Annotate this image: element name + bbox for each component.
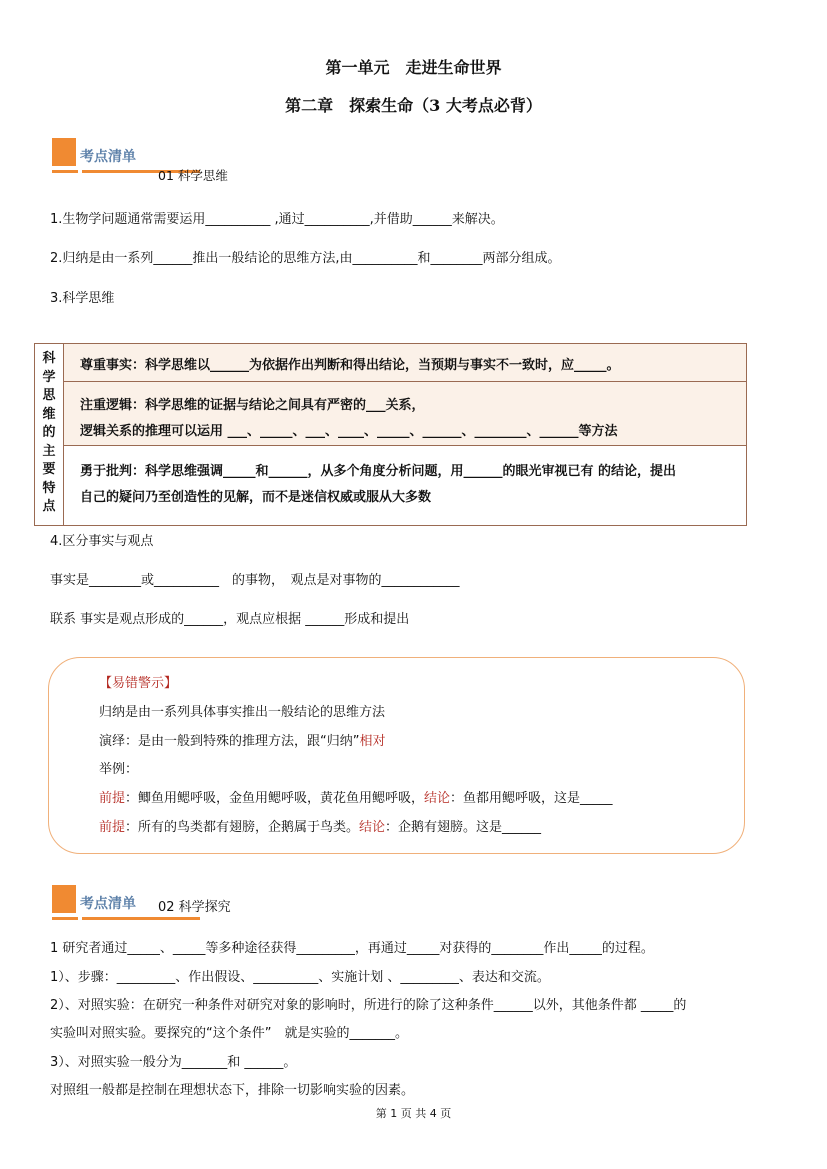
warning-title: 【易错警示】 — [99, 676, 178, 691]
conclusion-label: 结论 — [359, 820, 386, 835]
header-char: 主 — [42, 443, 56, 459]
premise-label: 前提 — [99, 820, 126, 835]
row-text: 勇于批判：科学思维强调_____和______，从多个角度分析问题，用______的眼光审视已有 的结论，提出 — [80, 464, 677, 479]
page-number: 第 1 页 共 4 页 — [375, 1107, 452, 1120]
section-label-2: 02 科学探究 — [158, 900, 231, 915]
warning-example-label: 举例： — [99, 762, 139, 777]
header-char: 的 — [42, 425, 56, 440]
warning-example-2 — [99, 816, 541, 835]
header-char: 维 — [42, 406, 56, 422]
inquiry-control-group: 对照组一般都是控制在理想状态下，排除一切影响实验的因素。 — [50, 1083, 415, 1098]
inquiry-steps: 1）、步骤：_________、作出假设、__________、实施计划 、_________、表达和交流。 — [50, 970, 550, 985]
row-text: 逻辑关系的推理可以运用 ___、_____、___、____、_____、______、________、______等方法 — [80, 424, 618, 439]
table-row — [64, 382, 746, 446]
chapter-title: 第二章 探索生命（3 大考点必背） — [285, 96, 542, 115]
premise-text: ：所有的鸟类都有翅膀，企鹅属于鸟类。 — [125, 820, 360, 835]
warning-example-1 — [99, 787, 613, 806]
row-text: 尊重事实：科学思维以______为依据作出判断和得出结论，当预期与事实不一致时，应_____。 — [80, 358, 620, 373]
table-header-column — [35, 344, 64, 525]
badge-square-icon — [52, 885, 76, 913]
unit-title: 第一单元 走进生命世界 — [325, 58, 502, 77]
header-char: 特 — [42, 480, 56, 496]
section-badge-2 — [52, 885, 162, 925]
badge-label: 考点清单 — [80, 149, 136, 165]
inquiry-q1: 1 研究者通过_____、_____等多种途径获得_________，再通过_____对获得的________作出_____的过程。 — [50, 941, 654, 956]
section4-line-2: 联系 事实是观点形成的______，观点应根据 ______形成和提出 — [50, 612, 410, 627]
table-row — [64, 344, 746, 382]
question-3: 3.科学思维 — [50, 291, 115, 306]
warning-line-1: 归纳是由一系列具体事实推出一般结论的思维方法 — [99, 705, 386, 720]
premise-text: ：鲫鱼用鳃呼吸，金鱼用鳃呼吸，黄花鱼用鳃呼吸， — [125, 791, 425, 806]
conclusion-text: ：鱼都用鳃呼吸，这是_____ — [450, 791, 613, 806]
conclusion-text: ：企鹅有翅膀。这是______ — [385, 820, 542, 835]
header-char: 点 — [42, 499, 56, 514]
badge-underline — [52, 170, 78, 173]
section4-line-1: 事实是________或__________ 的事物， 观点是对事物的____________ — [50, 573, 460, 588]
header-char: 要 — [42, 462, 56, 477]
row-text: 注重逻辑：科学思维的证据与结论之间具有严密的___关系， — [80, 398, 425, 413]
row-text: 自己的疑问乃至创造性的见解，而不是迷信权威或服从大多数 — [80, 490, 432, 505]
table-row — [64, 446, 746, 524]
table-header-vertical-text — [35, 350, 63, 517]
premise-label: 前提 — [99, 791, 126, 806]
section-label-1: 01 科学思维 — [158, 168, 228, 183]
question-1: 1.生物学问题通常需要运用__________ ,通过__________,并借助______来解决。 — [50, 212, 504, 227]
header-char: 思 — [42, 388, 56, 403]
question-2: 2.归纳是由一系列______推出一般结论的思维方法,由__________和________两部分组成。 — [50, 251, 561, 266]
error-warning-box — [48, 657, 745, 854]
badge-underline — [82, 917, 200, 920]
badge-underline — [52, 917, 78, 920]
inquiry-groups: 3）、对照实验一般分为_______和 ______。 — [50, 1055, 297, 1070]
section-badge-1 — [52, 138, 162, 178]
conclusion-label: 结论 — [424, 791, 451, 806]
badge-square-icon — [52, 138, 76, 166]
warning-line-2 — [99, 730, 386, 749]
inquiry-control-b: 实验叫对照实验。要探究的“这个条件” 就是实验的_______。 — [50, 1026, 408, 1041]
badge-label: 考点清单 — [80, 896, 136, 912]
warning-line-2-highlight: 相对 — [359, 734, 386, 749]
inquiry-control-a: 2）、对照实验：在研究一种条件对研究对象的影响时，所进行的除了这种条件______以外，其他条件都 _____的 — [50, 998, 687, 1013]
section4-title: 4.区分事实与观点 — [50, 534, 154, 549]
thinking-features-table — [34, 343, 747, 526]
header-char: 学 — [42, 369, 56, 385]
header-char: 科 — [42, 351, 56, 366]
warning-line-2-text: 演绎：是由一般到特殊的推理方法，跟“归纳” — [99, 734, 360, 749]
